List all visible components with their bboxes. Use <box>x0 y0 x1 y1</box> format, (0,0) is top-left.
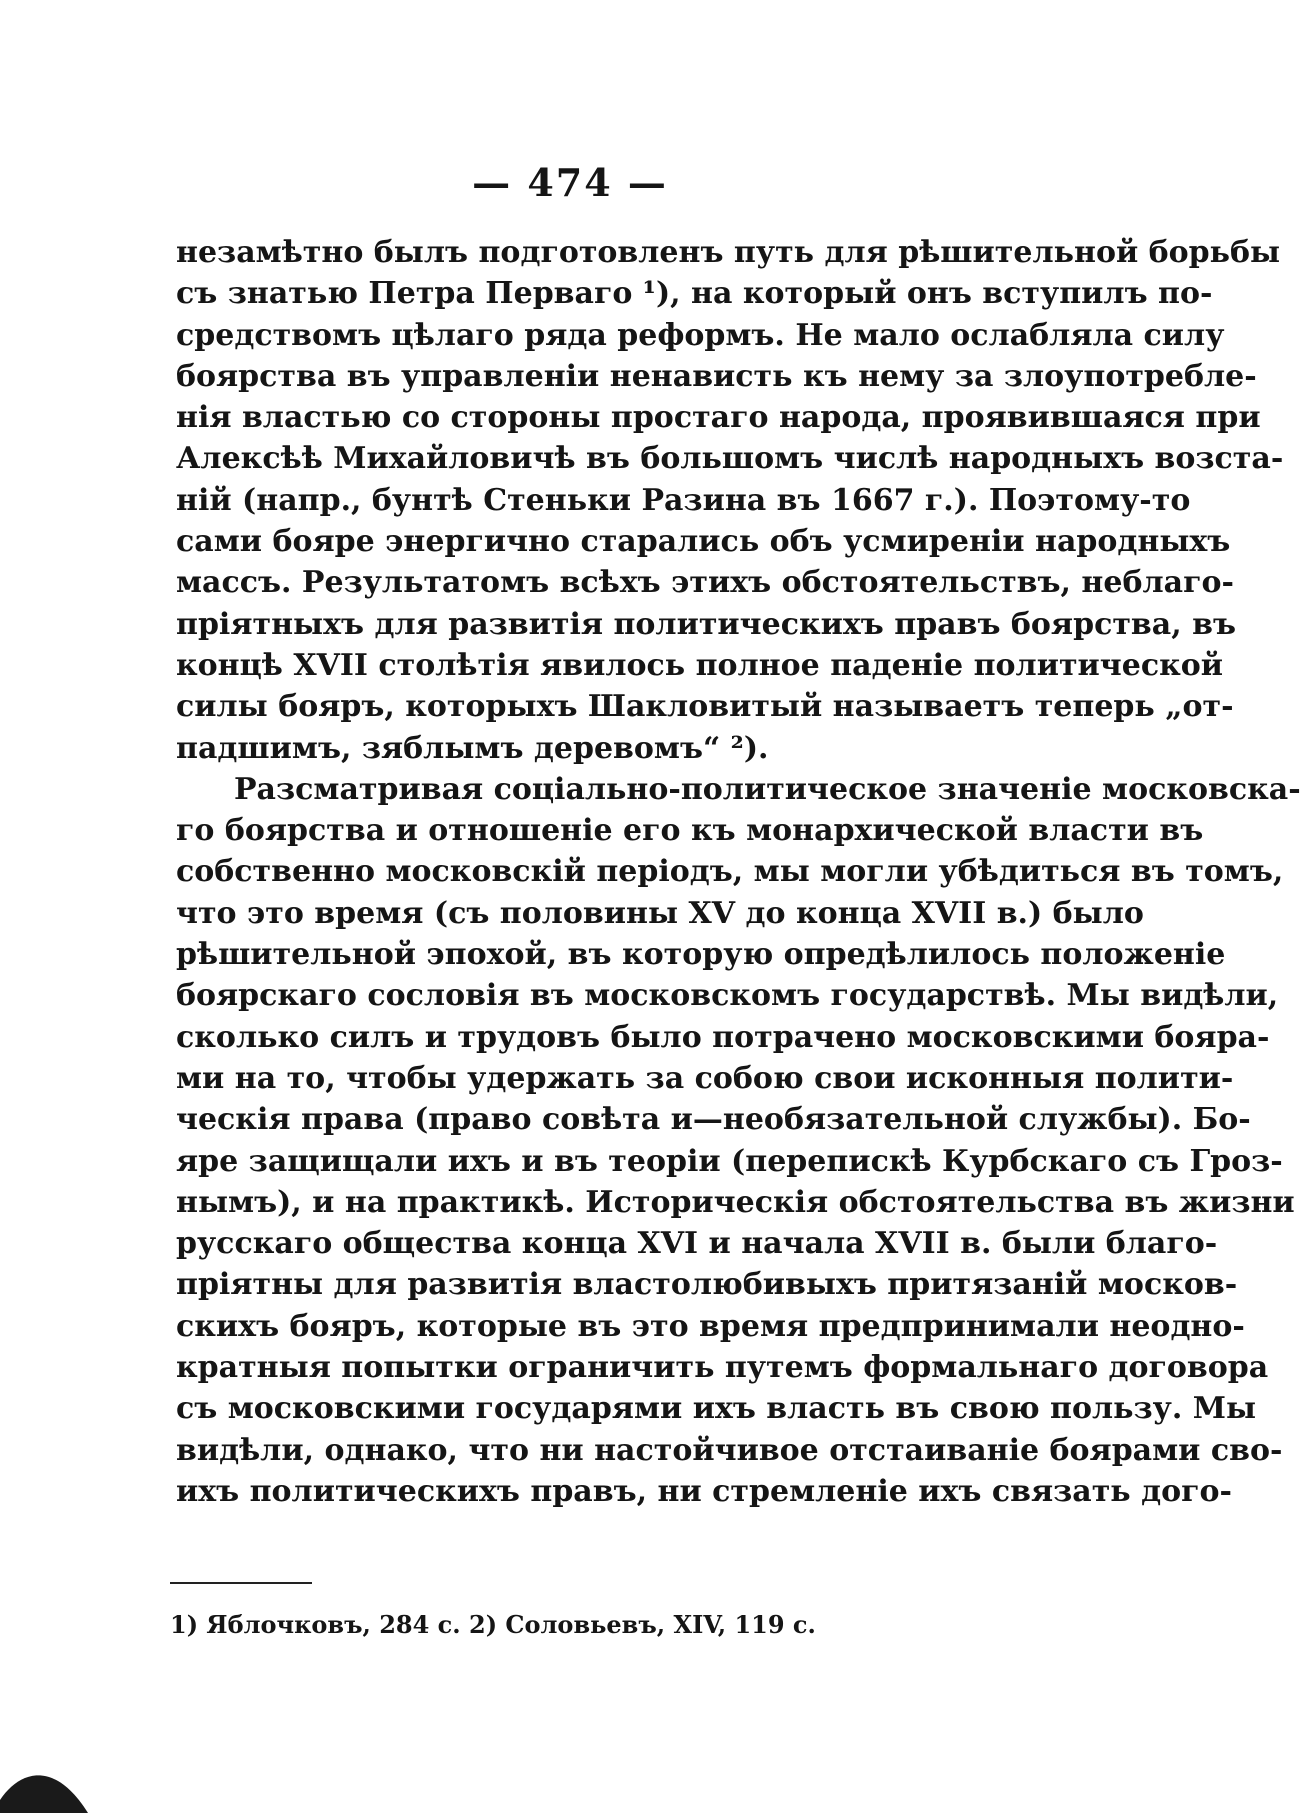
text-line: сами бояре энергично старались объ усмиреніи народныхъ <box>176 524 1231 560</box>
footnote-divider <box>170 1582 312 1584</box>
page-corner-mark <box>0 1760 100 1813</box>
text-line: рѣшительной эпохой, въ которую опредѣлилось положеніе <box>176 937 1226 973</box>
text-line: падшимъ, зяблымъ деревомъ“ ²). <box>176 730 769 766</box>
text-line: кратныя попытки ограничить путемъ формальнаго договора <box>176 1350 1269 1386</box>
footnote: 1) Яблочковъ, 284 с. 2) Соловьевъ, XIV, 119 с. <box>170 1610 816 1639</box>
text-line: пріятны для развитія властолюбивыхъ притязаній москов- <box>176 1267 1238 1303</box>
text-line: го боярства и отношеніе его къ монархической власти въ <box>176 813 1204 849</box>
text-line: боярскаго сословія въ московскомъ государствѣ. Мы видѣли, <box>176 978 1279 1014</box>
text-line: собственно московскій періодъ, мы могли убѣдиться въ томъ, <box>176 854 1284 890</box>
text-line: незамѣтно былъ подготовленъ путь для рѣшительной борьбы <box>176 235 1281 270</box>
text-line: нія властью со стороны простаго народа, проявившаяся при <box>176 400 1261 436</box>
text-line: Алексѣѣ Михайловичѣ въ большомъ числѣ народныхъ возста- <box>176 441 1284 477</box>
text-line: пріятныхъ для развитія политическихъ правъ боярства, въ <box>176 606 1236 642</box>
text-line: боярства въ управленіи ненависть къ нему за злоупотребле- <box>176 358 1257 394</box>
text-line: силы бояръ, которыхъ Шакловитый называетъ теперь „от- <box>176 689 1234 725</box>
text-line: съ московскими государями ихъ власть въ свою пользу. Мы <box>176 1391 1257 1427</box>
text-line: сколько силъ и трудовъ было потрачено московскими бояра- <box>176 1019 1270 1055</box>
text-line: русскаго общества конца XVI и начала XVII в. были благо- <box>176 1226 1218 1262</box>
text-line: ческія права (право совѣта и—необязательной службы). Бо- <box>176 1102 1251 1138</box>
text-line: видѣли, однако, что ни настойчивое отстаиваніе боярами сво- <box>176 1432 1283 1468</box>
text-line: концѣ XVII столѣтія явилось полное паденіе политической <box>176 647 1224 683</box>
text-line: нымъ), и на практикѣ. Историческія обстоятельства въ жизни <box>176 1184 1295 1220</box>
body-text <box>176 232 1301 1512</box>
text-line: средствомъ цѣлаго ряда реформъ. Не мало ослабляла силу <box>176 317 1225 353</box>
text-line: яре защищали ихъ и въ теоріи (перепискѣ Курбскаго съ Гроз- <box>176 1143 1283 1179</box>
text-line: что это время (съ половины XV до конца XVII в.) было <box>176 895 1144 931</box>
paragraph-1 <box>176 232 1284 769</box>
text-line: съ знатью Петра Перваго ¹), на который онъ вступилъ по- <box>176 276 1213 312</box>
text-line: ми на то, чтобы удержать за собою свои исконныя полити- <box>176 1060 1234 1096</box>
text-line: ихъ политическихъ правъ, ни стремленіе ихъ связать дого- <box>176 1473 1232 1509</box>
page-number: — 474 — <box>472 160 668 205</box>
text-line: скихъ бояръ, которые въ это время предпринимали неодно- <box>176 1308 1245 1344</box>
paragraph-2 <box>176 769 1301 1512</box>
text-line: Разсматривая соціально-политическое значеніе московска- <box>234 771 1301 807</box>
text-line: массъ. Результатомъ всѣхъ этихъ обстоятельствъ, неблаго- <box>176 565 1234 601</box>
text-line: ній (напр., бунтѣ Стеньки Разина въ 1667 г.). Поэтому-то <box>176 482 1191 518</box>
